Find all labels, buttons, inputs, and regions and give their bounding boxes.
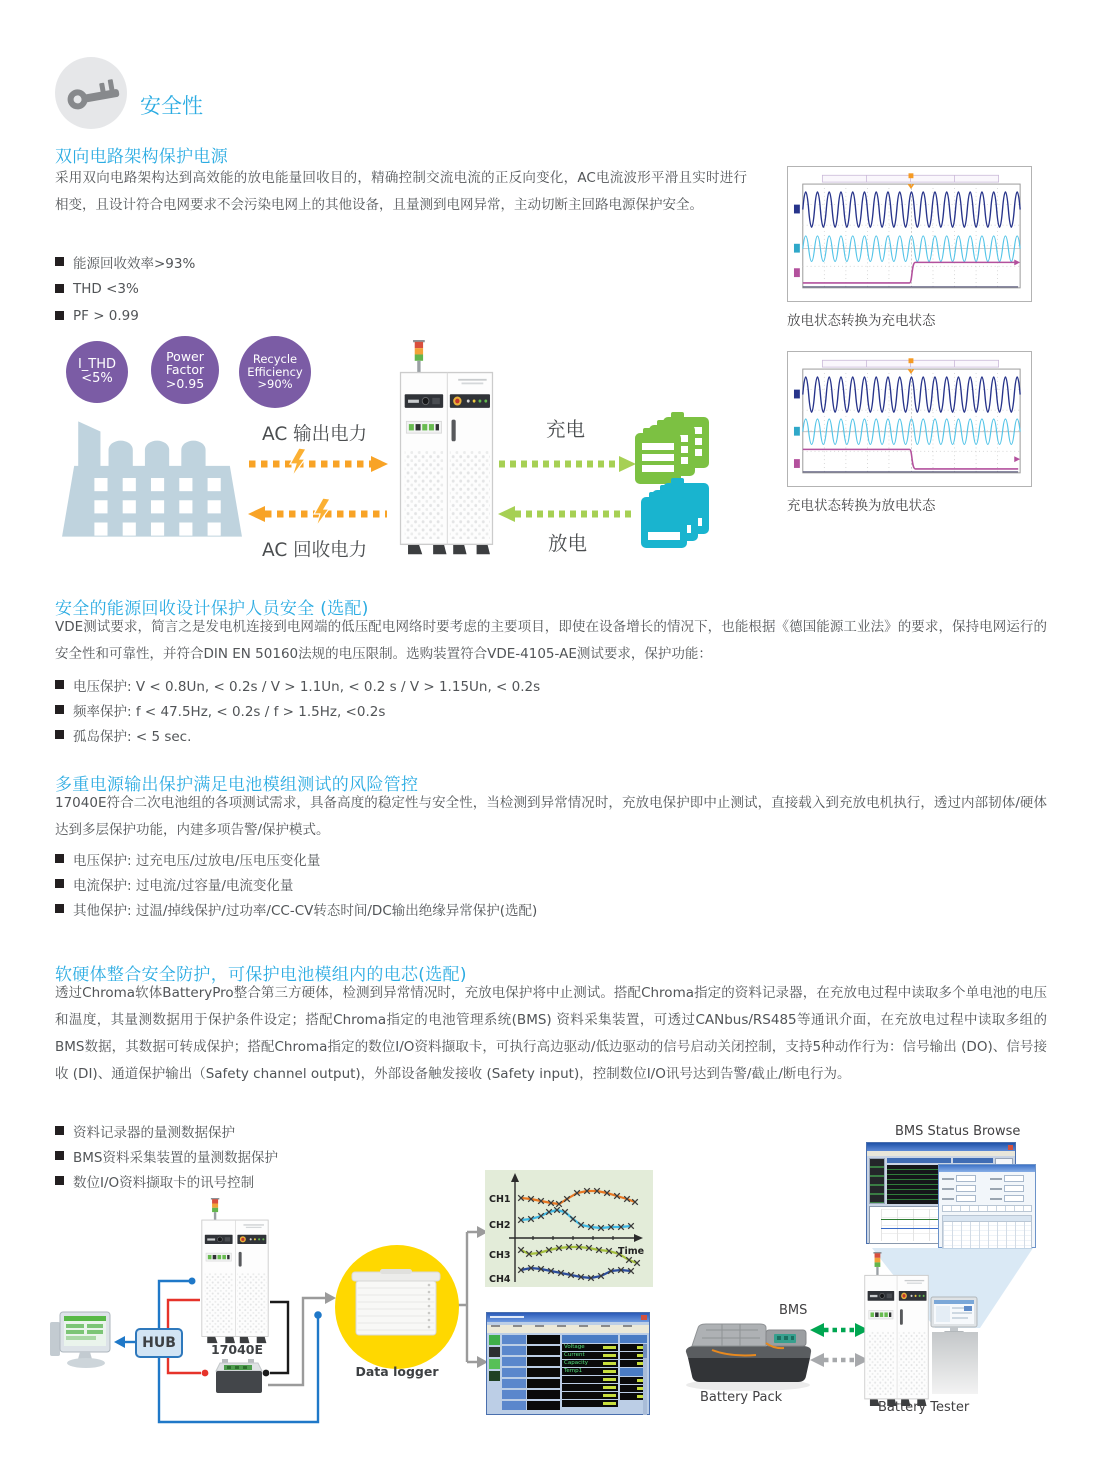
bullet-item [55, 697, 540, 722]
charge-arrow [497, 455, 637, 477]
bullet-item [55, 846, 537, 871]
chart-channel-label: CH4 [489, 1274, 511, 1285]
measurement-row-label: Capacity [564, 1360, 589, 1366]
status-column [869, 1158, 885, 1204]
section-title-software-hardware: 软硬体整合安全防护，可保护电池模组内的电芯(选配) [55, 965, 467, 985]
test-system-cabinet [398, 340, 495, 561]
status-panel [620, 1335, 647, 1415]
badge-line: >90% [257, 377, 293, 392]
bullet-square-icon [55, 311, 64, 320]
bullet-text: BMS资料采集装置的量测数据保护 [73, 1149, 278, 1166]
bullet-list-3 [55, 846, 537, 921]
bullet-item [55, 1118, 278, 1143]
bullet-text: 电压保护: V < 0.8Un, < 0.2s / V > 1.1Un, < 0.2 s / V > 1.15Un, < 0.2s [73, 678, 541, 695]
bullet-item [55, 896, 537, 921]
section-title-bidirectional: 双向电路架构保护电源 [55, 147, 228, 167]
ac-output-arrow [247, 454, 389, 478]
bullet-item [55, 248, 195, 275]
charge-label: 充电 [546, 418, 586, 441]
bullet-text: 资料记录器的量测数据保护 [73, 1124, 235, 1141]
bullet-text: 孤岛保护: < 5 sec. [73, 728, 192, 745]
section-title-vde: 安全的能源回收设计保护人员安全 (选配) [55, 599, 369, 619]
ac-output-label: AC 输出电力 [262, 424, 368, 445]
measurement-row-label: Temp1 [564, 1368, 583, 1374]
chart-channel-label: CH2 [489, 1220, 511, 1231]
measurement-row-label: Voltage [564, 1344, 585, 1350]
bullet-list-2 [55, 672, 540, 747]
hub-label: HUB [142, 1335, 176, 1351]
measurement-list [562, 1335, 618, 1415]
battery-tester-cabinet [863, 1252, 930, 1412]
section-body-multi-protection: 17040E符合二次电池组的各项测试需求，具备高度的稳定性与安全性，当检测到异常情况时，充放电保护即中止测试，直接载入到充放电机执行，透过内部韧体/硬体达到多层保护功能，内建多项告警/保护模式。 [55, 795, 1047, 838]
bullet-text: PF > 0.99 [73, 307, 139, 324]
window-menu-bar [487, 1325, 649, 1333]
bullet-square-icon [55, 680, 64, 689]
lightning-icon [289, 448, 307, 482]
bullet-item [55, 1143, 278, 1168]
badge-line: Recycle [252, 352, 298, 367]
battery-status-icon [489, 1359, 500, 1369]
monitor-pedestal [932, 1332, 978, 1394]
side-icon-strip [489, 1335, 500, 1415]
window-title-bar [487, 1313, 649, 1322]
badge-line: I_THD [77, 356, 117, 372]
section-body-software-hardware: 透过Chroma软体BatteryPro整合第三方硬体，检测到异常情况时，充放电保护将中止测试。搭配Chroma指定的资料记录器，在充放电过程中读取多个单电池的电压和温度，其量测数据用于保护条件设定；搭配Chroma指定的电池管理系统(BMS) 资料采集装置，可透过CANbus/RS485等通讯介面，在充放电过程中读取多组的BMS数据，其数据可转成保护；搭配Chroma指定的数位I/O资料撷取卡，可执行高边驱动/低边驱动的信号启动关闭控制，支持5种动作行为：信号输出 (DO)、信号接收 (DI)、通道保护输出（Safety channel output)，外部设备触发接收 (Safety input)，控制数位I/O讯号达到告警/截止/断电行为。 [55, 985, 1047, 1082]
badge-line: Factor [165, 362, 205, 378]
badge-line: Power [166, 348, 204, 364]
key-icon [55, 57, 127, 129]
window-title-bar [867, 1143, 1015, 1151]
battery-pack-label: Battery Pack [700, 1390, 783, 1405]
badge-line: <5% [81, 371, 113, 386]
badge-recycle-efficiency [239, 336, 311, 408]
badge-ithd [66, 341, 128, 403]
battery-tester-label: Battery Tester [878, 1400, 970, 1415]
discharge-label: 放电 [548, 532, 588, 555]
battery-pack-image [682, 1306, 820, 1396]
chart-channel-label: CH3 [489, 1250, 511, 1261]
bullet-text: 电流保护: 过电流/过容量/电流变化量 [73, 877, 294, 894]
bullet-item [55, 722, 540, 747]
scrollbar [643, 1344, 647, 1415]
bullet-square-icon [55, 854, 64, 863]
bullet-square-icon [55, 1126, 64, 1135]
battery-stack-green-icon [635, 412, 709, 488]
chart-channel-label: CH1 [489, 1194, 511, 1205]
bullet-square-icon [55, 1151, 64, 1160]
field-label-column [502, 1335, 560, 1415]
bullet-square-icon [55, 284, 64, 293]
bms-browse-label: BMS Status Browse [895, 1124, 1021, 1139]
bullet-square-icon [55, 1176, 64, 1185]
section-title-multi-protection: 多重电源输出保护满足电池模组测试的风险管控 [55, 775, 419, 795]
channel-chart [485, 1170, 653, 1291]
section-body-vde: VDE测试要求，简言之是发电机连接到电网端的低压配电网络时要考虑的主要项目，即使在设备增长的情况下，也能根据《德国能源工业法》的要求，保持电网运行的安全性和可靠性，并符合DIN EN 50160法规的电压限制。选购装置符合VDE-4105-AE测试要求，保护功能： [55, 619, 1047, 662]
chart-icon [489, 1371, 500, 1381]
bullet-item [55, 275, 195, 302]
hub-box [135, 1328, 183, 1358]
window-title-bar [939, 1165, 1035, 1172]
measurement-row-label: Current [564, 1352, 585, 1358]
bullet-square-icon [55, 257, 64, 266]
section-body-bidirectional: 采用双向电路架构达到高效能的放电能量回收目的，精确控制交流电流的正反向变化，AC电流波形平滑且实时进行相变，且设计符合电网要求不会污染电网上的其他设备，且量测到电网异常，主动切断主回路电源保护安全。 [55, 170, 747, 213]
bullet-square-icon [55, 879, 64, 888]
data-logger-box [350, 1268, 446, 1344]
settings-form [942, 1175, 1032, 1202]
bullet-list-1 [55, 248, 195, 329]
chart-x-axis-label: Time [618, 1246, 645, 1257]
bullet-square-icon [55, 904, 64, 913]
badge-line: Efficiency [247, 364, 303, 379]
bms-label: BMS [779, 1303, 808, 1318]
discharge-arrow [497, 505, 637, 527]
page-title: 安全性 [140, 94, 203, 118]
bullet-text: 电压保护: 过充电压/过放电/压电压变化量 [73, 852, 321, 869]
bullet-text: 频率保护: f < 47.5Hz, < 0.2s / f > 1.5Hz, <0.2s [73, 703, 386, 720]
bullet-text: 数位I/O资料撷取卡的讯号控制 [73, 1174, 255, 1191]
batterypro-window-screenshot [486, 1312, 650, 1415]
bullet-item [55, 672, 540, 697]
factory-icon [58, 413, 246, 543]
scope-caption-2: 充电状态转换为放电状态 [787, 498, 936, 514]
close-icon [641, 1315, 647, 1320]
data-logger-label: Data logger [355, 1364, 439, 1379]
bullet-item [55, 871, 537, 896]
badge-power-factor [151, 336, 219, 404]
oscilloscope-screenshot-discharge-to-charge [787, 166, 1032, 302]
cabinet-17040e [200, 1198, 270, 1349]
ac-recycle-label: AC 回收电力 [262, 540, 368, 561]
close-icon [1008, 1145, 1013, 1150]
battery-stack-cyan-icon [641, 478, 709, 552]
bullet-square-icon [55, 730, 64, 739]
bullet-square-icon [55, 705, 64, 714]
cell-selector-row [942, 1205, 1032, 1212]
bullet-item [55, 302, 195, 329]
scope-caption-1: 放电状态转换为充电状态 [787, 313, 936, 329]
device-label: 17040E [210, 1342, 264, 1357]
check-icon [489, 1335, 500, 1345]
battery-module-icon [214, 1355, 264, 1401]
computer-monitor-icon [50, 1310, 116, 1374]
bullet-text: 其他保护: 过温/掉线保护/过功率/CC-CV转态时间/DC输出绝缘异常保护(选配) [73, 902, 538, 919]
bullet-text: 能源回收效率>93% [73, 255, 196, 272]
badge-line: >0.95 [165, 375, 205, 391]
lightning-icon [313, 498, 331, 532]
bms-settings-dialog-front [938, 1164, 1036, 1248]
bullet-list-4 [55, 1118, 278, 1193]
bullet-text: THD <3% [73, 280, 139, 297]
oscilloscope-screenshot-charge-to-discharge [787, 351, 1032, 487]
window-body [487, 1333, 649, 1417]
